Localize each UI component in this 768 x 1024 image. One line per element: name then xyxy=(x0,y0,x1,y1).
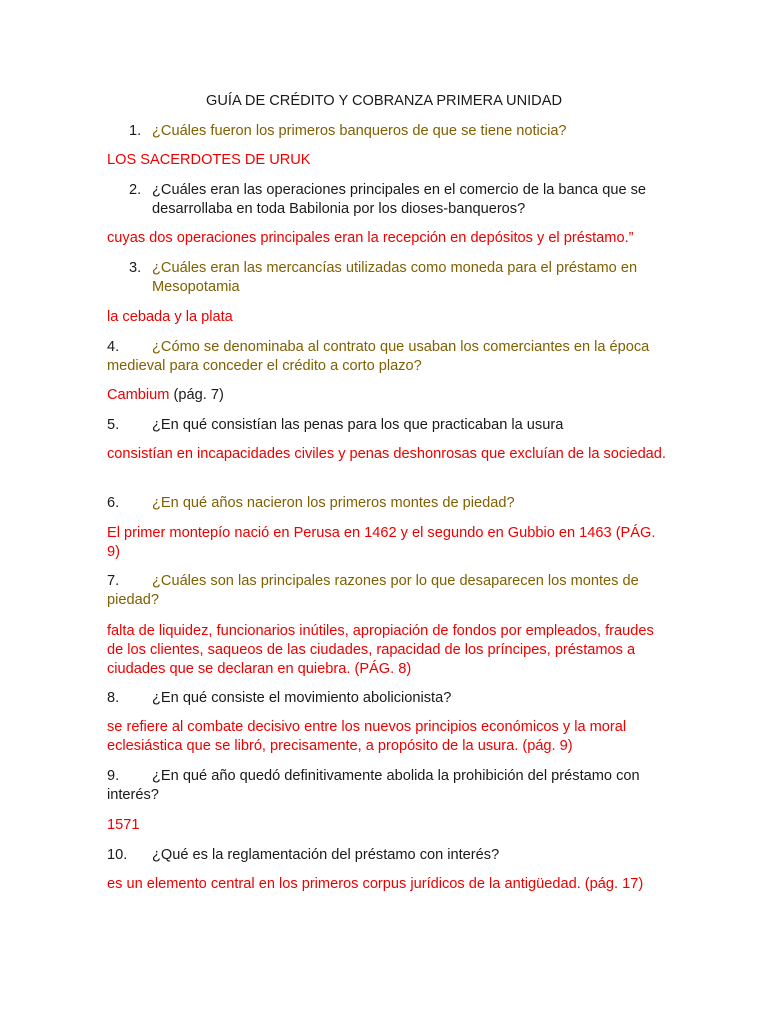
question-text: ¿Qué es la reglamentación del préstamo con interés? xyxy=(152,847,500,863)
question-number: 3. xyxy=(129,260,142,276)
question-text: ¿En qué consiste el movimiento abolicionista? xyxy=(152,690,452,706)
answer-text: Cambium xyxy=(107,387,170,403)
question-number: 7. xyxy=(107,573,120,589)
answer-3: la cebada y la plata xyxy=(107,309,233,325)
question-text: ¿Cuáles eran las operaciones principales en el comercio de la banca que se desarrollaba en toda Babilonia por los dioses-banqueros? xyxy=(152,182,647,217)
question-1 xyxy=(107,122,667,141)
answer-10: es un elemento central en los primeros corpus jurídicos de la antigüedad. (pág. 17) xyxy=(107,876,644,892)
answer-1: LOS SACERDOTES DE URUK xyxy=(107,152,311,168)
answer-2: cuyas dos operaciones principales eran la recepción en depósitos y el préstamo.” xyxy=(107,230,634,246)
question-3 xyxy=(107,259,667,297)
answer-4 xyxy=(107,386,667,405)
question-text: ¿En qué año quedó definitivamente abolida la prohibición del préstamo con interés? xyxy=(107,768,640,803)
question-8 xyxy=(107,689,667,708)
question-number: 4. xyxy=(107,339,120,355)
answer-7: falta de liquidez, funcionarios inútiles, apropiación de fondos por empleados, fraudes de los clientes, saqueos de las ciudades, rapacidad de los príncipes, préstamos a ciudades que se declaran en quiebra. (PÁG. 8) xyxy=(107,623,654,677)
question-number: 10. xyxy=(107,847,128,863)
question-6 xyxy=(107,494,667,513)
question-number: 9. xyxy=(107,768,120,784)
question-number: 1. xyxy=(129,123,142,139)
answer-5: consistían en incapacidades civiles y penas deshonrosas que excluían de la sociedad. xyxy=(107,446,666,462)
answer-9: 1571 xyxy=(107,817,140,833)
question-2 xyxy=(107,181,667,219)
question-number: 5. xyxy=(107,417,120,433)
question-text: ¿En qué consistían las penas para los que practicaban la usura xyxy=(152,417,564,433)
question-number: 2. xyxy=(129,182,142,198)
question-5 xyxy=(107,416,667,435)
question-9 xyxy=(107,767,667,805)
document-title: GUÍA DE CRÉDITO Y COBRANZA PRIMERA UNIDAD xyxy=(206,93,562,109)
question-4 xyxy=(107,338,667,376)
answer-8: se refiere al combate decisivo entre los nuevos principios económicos y la moral eclesiástica que se libró, precisamente, a propósito de la usura. (pág. 9) xyxy=(107,719,627,754)
question-10 xyxy=(107,846,667,865)
question-text: ¿Cuáles fueron los primeros banqueros de que se tiene noticia? xyxy=(152,123,567,139)
question-text: ¿Cómo se denominaba al contrato que usaban los comerciantes en la época medieval para conceder el crédito a corto plazo? xyxy=(107,339,650,374)
question-7 xyxy=(107,572,667,610)
question-number: 8. xyxy=(107,690,120,706)
answer-6: El primer montepío nació en Perusa en 1462 y el segundo en Gubbio en 1463 (PÁG. 9) xyxy=(107,525,656,560)
question-number: 6. xyxy=(107,495,120,511)
question-text: ¿Cuáles eran las mercancías utilizadas como moneda para el préstamo en Mesopotamia xyxy=(152,260,638,295)
question-text: ¿En qué años nacieron los primeros montes de piedad? xyxy=(152,495,515,511)
answer-page-reference: (pág. 7) xyxy=(169,387,224,403)
question-text: ¿Cuáles son las principales razones por lo que desaparecen los montes de piedad? xyxy=(107,573,639,608)
